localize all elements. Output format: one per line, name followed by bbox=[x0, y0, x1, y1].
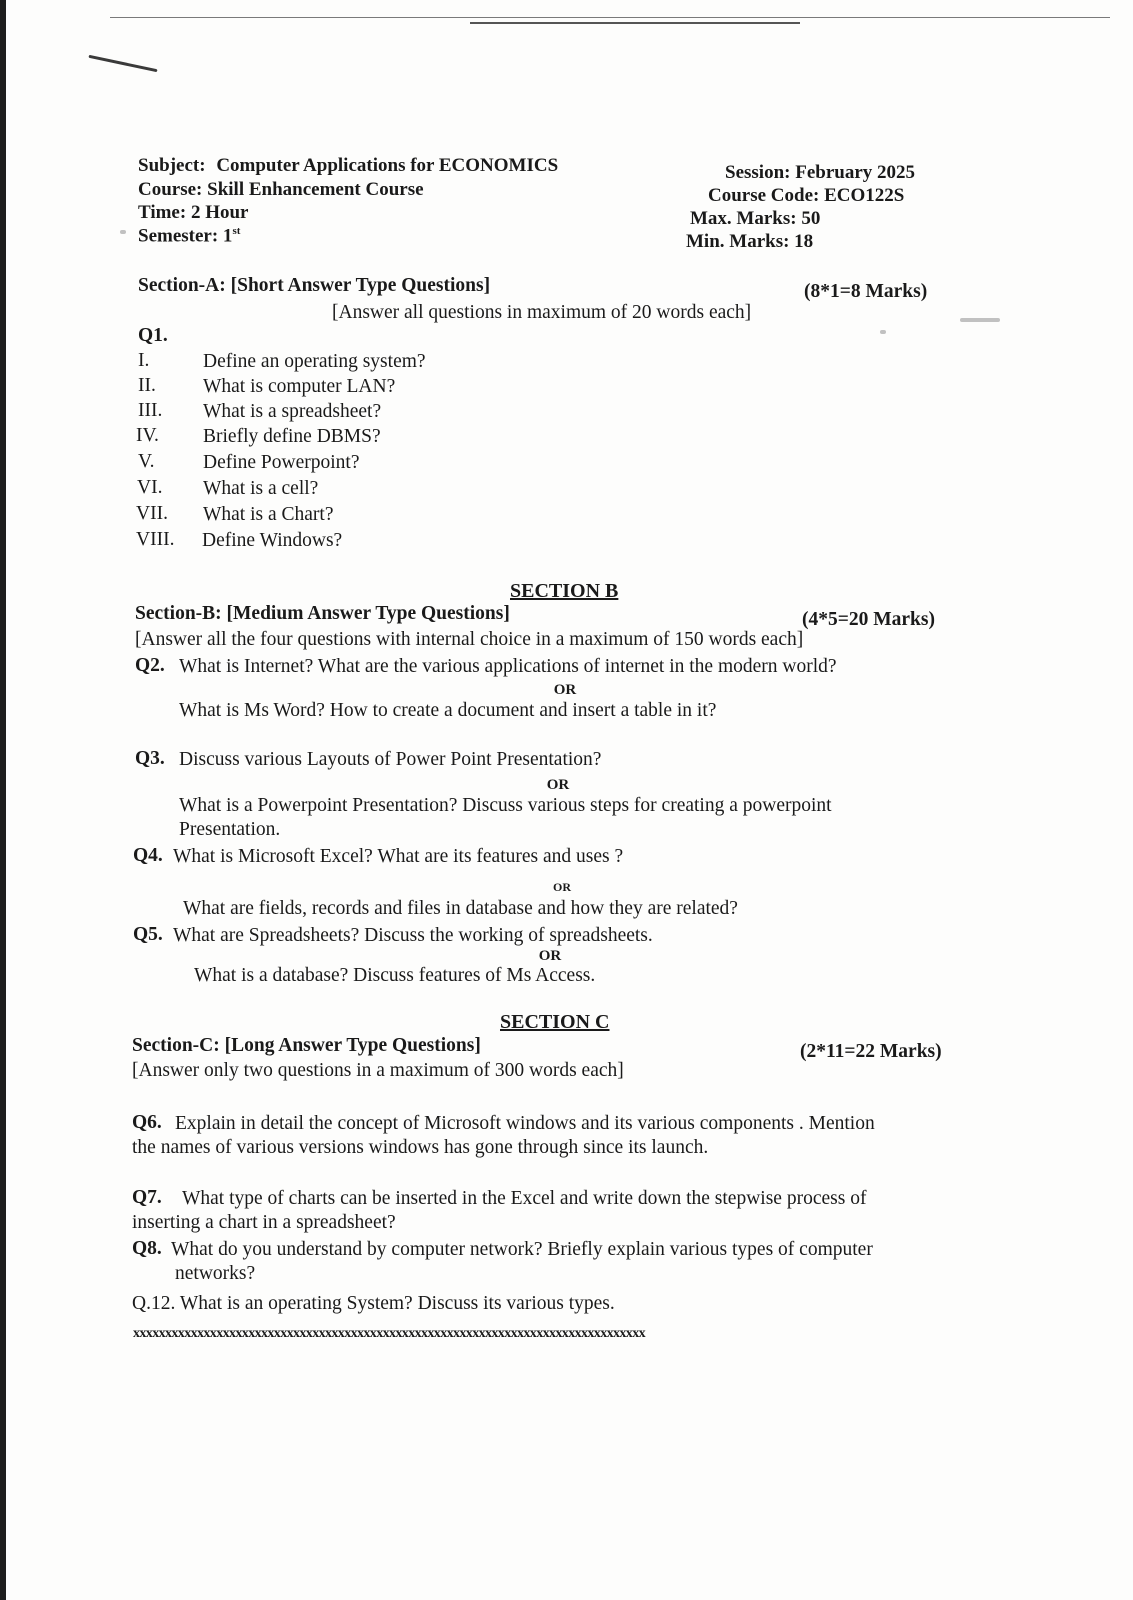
max-marks-line: Max. Marks: 50 bbox=[690, 208, 821, 229]
q7-text-line2: inserting a chart in a spreadsheet? bbox=[132, 1212, 396, 1233]
q1-number: Q1. bbox=[138, 325, 168, 346]
q7-text-line1: What type of charts can be inserted in the Excel and write down the stepwise process of bbox=[182, 1188, 867, 1209]
section-b-title: Section-B: [Medium Answer Type Questions] bbox=[135, 603, 510, 624]
list-item-text: What is a Chart? bbox=[203, 504, 334, 525]
q3-text: Discuss various Layouts of Power Point Presentation? bbox=[179, 749, 602, 770]
time-line: Time: 2 Hour bbox=[138, 202, 249, 223]
list-item-number: V. bbox=[138, 451, 155, 472]
q8-text-line2: networks? bbox=[175, 1263, 256, 1284]
section-c-title: Section-C: [Long Answer Type Questions] bbox=[132, 1035, 481, 1056]
q8-number: Q8. bbox=[132, 1238, 162, 1259]
q2-number: Q2. bbox=[135, 655, 165, 676]
q5-alt-text: What is a database? Discuss features of Ms Access. bbox=[194, 965, 596, 986]
scan-edge-top-dark bbox=[470, 22, 800, 24]
q2-text: What is Internet? What are the various applications of internet in the modern world? bbox=[179, 656, 837, 677]
section-a-marks: (8*1=8 Marks) bbox=[804, 281, 928, 302]
q5-text: What are Spreadsheets? Discuss the working of spreadsheets. bbox=[173, 925, 653, 946]
q2-alt-text: What is Ms Word? How to create a document and insert a table in it? bbox=[179, 700, 717, 721]
scan-speck bbox=[120, 230, 126, 234]
q4-or: OR bbox=[553, 880, 571, 894]
list-item-text: Briefly define DBMS? bbox=[203, 426, 381, 447]
section-c-marks: (2*11=22 Marks) bbox=[800, 1041, 942, 1062]
list-item-number: VI. bbox=[137, 477, 163, 498]
section-b-heading: SECTION B bbox=[510, 580, 619, 602]
end-marker: xxxxxxxxxxxxxxxxxxxxxxxxxxxxxxxxxxxxxxxxxxxxxxxxxxxxxxxxxxxxxxxxxxxxxxxxxxxxxxxx bbox=[133, 1326, 646, 1341]
section-c-instruction: [Answer only two questions in a maximum of 300 words each] bbox=[132, 1060, 624, 1081]
session-line: Session: February 2025 bbox=[725, 162, 915, 183]
q5-or: OR bbox=[538, 948, 562, 964]
list-item-number: VIII. bbox=[136, 529, 175, 550]
section-a-title: Section-A: [Short Answer Type Questions] bbox=[138, 275, 491, 296]
q4-text: What is Microsoft Excel? What are its features and uses ? bbox=[173, 846, 624, 867]
list-item-number: II. bbox=[138, 375, 156, 396]
list-item-number: I. bbox=[138, 350, 150, 371]
list-item-number: VII. bbox=[136, 503, 168, 524]
semester-sup: st bbox=[232, 225, 241, 237]
q5-number: Q5. bbox=[133, 924, 163, 945]
q3-alt-text-line2: Presentation. bbox=[179, 819, 281, 840]
q3-alt-text-line1: What is a Powerpoint Presentation? Discuss various steps for creating a powerpoint bbox=[179, 795, 832, 816]
scan-edge-left bbox=[0, 0, 6, 1600]
section-b-marks: (4*5=20 Marks) bbox=[802, 609, 935, 630]
subject-label: Subject: bbox=[138, 155, 206, 176]
q6-text-line1: Explain in detail the concept of Microsoft windows and its various components . Mention bbox=[175, 1113, 875, 1134]
semester-line bbox=[138, 225, 240, 247]
q2-or: OR bbox=[553, 682, 577, 698]
list-item-number: III. bbox=[138, 400, 163, 421]
semester-label: Semester: 1 bbox=[138, 225, 233, 247]
q3-or: OR bbox=[546, 777, 570, 793]
subject-value: Computer Applications for ECONOMICS bbox=[216, 155, 559, 176]
q6-number: Q6. bbox=[132, 1112, 162, 1133]
scan-speck bbox=[880, 330, 886, 334]
q3-number: Q3. bbox=[135, 748, 165, 769]
section-a-instruction: [Answer all questions in maximum of 20 words each] bbox=[332, 302, 752, 323]
subject-line bbox=[138, 155, 558, 177]
q8-text-line1: What do you understand by computer network? Briefly explain various types of computer bbox=[171, 1239, 873, 1260]
q7-number: Q7. bbox=[132, 1187, 162, 1208]
section-c-heading: SECTION C bbox=[500, 1011, 610, 1033]
section-b-instruction: [Answer all the four questions with internal choice in a maximum of 150 words each] bbox=[135, 629, 804, 650]
list-item-text: What is a cell? bbox=[203, 478, 319, 499]
q12-text: Q.12. What is an operating System? Discuss its various types. bbox=[132, 1293, 615, 1314]
scan-speck bbox=[960, 318, 1000, 322]
list-item-text: Define Windows? bbox=[202, 530, 343, 551]
list-item-number: IV. bbox=[136, 425, 159, 446]
course-code-line: Course Code: ECO122S bbox=[708, 185, 905, 206]
course-line: Course: Skill Enhancement Course bbox=[138, 179, 424, 200]
list-item-text: What is a spreadsheet? bbox=[203, 401, 382, 422]
list-item-text: Define Powerpoint? bbox=[203, 452, 360, 473]
q4-number: Q4. bbox=[133, 845, 163, 866]
list-item-text: Define an operating system? bbox=[203, 351, 426, 372]
q6-text-line2: the names of various versions windows has gone through since its launch. bbox=[132, 1137, 709, 1158]
scan-edge-top bbox=[110, 17, 1110, 18]
pen-mark bbox=[88, 55, 157, 72]
q4-alt-text: What are fields, records and files in database and how they are related? bbox=[183, 898, 738, 919]
list-item-text: What is computer LAN? bbox=[203, 376, 396, 397]
min-marks-line: Min. Marks: 18 bbox=[686, 231, 814, 252]
